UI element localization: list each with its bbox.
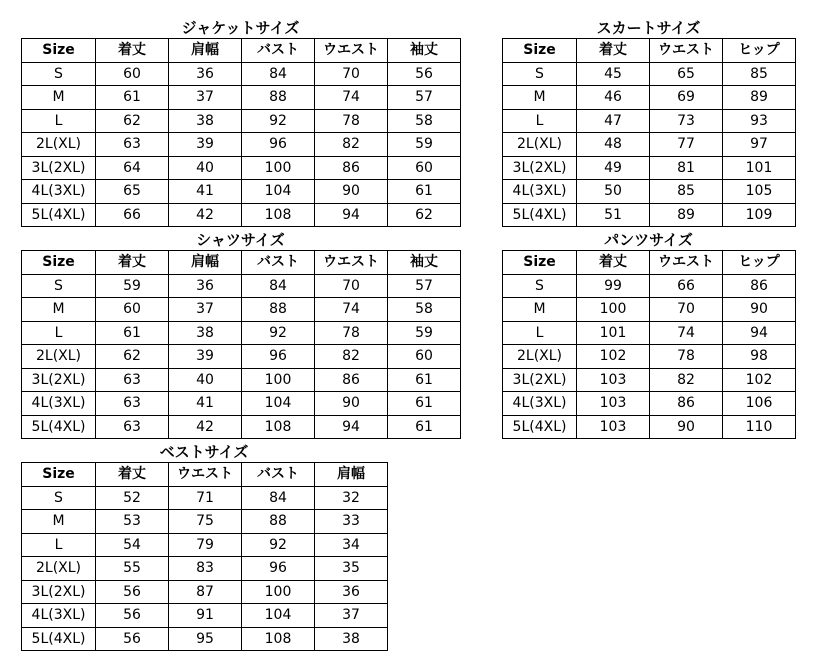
value-cell: 54 [96, 533, 169, 557]
column-header: 肩幅 [169, 251, 242, 275]
value-cell: 61 [388, 415, 461, 439]
column-header: ヒップ [723, 39, 796, 63]
vest-size-block [21, 442, 387, 651]
value-cell: 36 [169, 62, 242, 86]
value-cell: 78 [315, 109, 388, 133]
value-cell: 96 [242, 345, 315, 369]
size-cell: 4L(3XL) [22, 392, 96, 416]
column-header: ウエスト [315, 251, 388, 275]
value-cell: 39 [169, 345, 242, 369]
table-row [503, 274, 796, 298]
column-header: 着丈 [96, 251, 169, 275]
value-cell: 38 [169, 321, 242, 345]
value-cell: 59 [388, 321, 461, 345]
table-row [22, 321, 461, 345]
value-cell: 98 [723, 345, 796, 369]
column-header: 肩幅 [169, 39, 242, 63]
value-cell: 34 [315, 533, 388, 557]
vest-size-title: ベストサイズ [159, 443, 249, 461]
column-header: Size [22, 39, 96, 63]
size-cell: M [503, 86, 577, 110]
size-cell: L [22, 321, 96, 345]
column-header: Size [22, 251, 96, 275]
value-cell: 60 [96, 298, 169, 322]
size-cell: M [503, 298, 577, 322]
column-header: 着丈 [96, 39, 169, 63]
value-cell: 36 [315, 580, 388, 604]
value-cell: 37 [169, 298, 242, 322]
table-row [503, 321, 796, 345]
table-row [503, 133, 796, 157]
value-cell: 37 [169, 86, 242, 110]
column-header: 着丈 [577, 251, 650, 275]
size-cell: 5L(4XL) [22, 415, 96, 439]
value-cell: 89 [723, 86, 796, 110]
size-cell: S [22, 486, 96, 510]
value-cell: 97 [723, 133, 796, 157]
value-cell: 74 [315, 86, 388, 110]
value-cell: 42 [169, 415, 242, 439]
value-cell: 92 [242, 321, 315, 345]
value-cell: 70 [315, 62, 388, 86]
column-header: 着丈 [96, 463, 169, 487]
value-cell: 40 [169, 156, 242, 180]
value-cell: 83 [169, 557, 242, 581]
value-cell: 84 [242, 62, 315, 86]
pants-size-table [502, 250, 796, 439]
value-cell: 41 [169, 180, 242, 204]
column-header: 肩幅 [315, 463, 388, 487]
value-cell: 51 [577, 203, 650, 227]
column-header: Size [503, 39, 577, 63]
table-row [503, 345, 796, 369]
value-cell: 95 [169, 627, 242, 651]
size-cell: 5L(4XL) [22, 627, 96, 651]
value-cell: 104 [242, 392, 315, 416]
value-cell: 61 [96, 86, 169, 110]
table-header-row [503, 39, 796, 63]
value-cell: 88 [242, 298, 315, 322]
value-cell: 86 [315, 368, 388, 392]
value-cell: 86 [315, 156, 388, 180]
value-cell: 103 [577, 368, 650, 392]
value-cell: 37 [315, 604, 388, 628]
value-cell: 82 [315, 133, 388, 157]
value-cell: 90 [315, 180, 388, 204]
size-cell: 5L(4XL) [22, 203, 96, 227]
value-cell: 66 [96, 203, 169, 227]
table-row [22, 627, 388, 651]
size-cell: S [22, 274, 96, 298]
size-cell: 3L(2XL) [503, 368, 577, 392]
value-cell: 100 [242, 156, 315, 180]
jacket-size-table [21, 38, 461, 227]
value-cell: 85 [723, 62, 796, 86]
table-row [22, 109, 461, 133]
value-cell: 102 [723, 368, 796, 392]
column-header: 袖丈 [388, 251, 461, 275]
shirt-size-title: シャツサイズ [196, 231, 285, 249]
value-cell: 88 [242, 86, 315, 110]
value-cell: 69 [650, 86, 723, 110]
value-cell: 108 [242, 415, 315, 439]
value-cell: 75 [169, 510, 242, 534]
column-header: ウエスト [650, 39, 723, 63]
table-row [503, 415, 796, 439]
value-cell: 82 [650, 368, 723, 392]
value-cell: 104 [242, 180, 315, 204]
size-cell: M [22, 86, 96, 110]
table-row [22, 156, 461, 180]
value-cell: 110 [723, 415, 796, 439]
value-cell: 90 [650, 415, 723, 439]
value-cell: 93 [723, 109, 796, 133]
value-cell: 58 [388, 298, 461, 322]
table-row [22, 557, 388, 581]
value-cell: 77 [650, 133, 723, 157]
value-cell: 101 [723, 156, 796, 180]
jacket-size-title: ジャケットサイズ [181, 19, 300, 37]
column-header: 着丈 [577, 39, 650, 63]
value-cell: 57 [388, 86, 461, 110]
column-header: ヒップ [723, 251, 796, 275]
value-cell: 86 [650, 392, 723, 416]
value-cell: 108 [242, 627, 315, 651]
value-cell: 82 [315, 345, 388, 369]
size-cell: L [22, 533, 96, 557]
shirt-size-table [21, 250, 461, 439]
size-cell: 2L(XL) [22, 345, 96, 369]
value-cell: 94 [315, 415, 388, 439]
value-cell: 55 [96, 557, 169, 581]
table-row [503, 298, 796, 322]
table-header-row [22, 463, 388, 487]
value-cell: 87 [169, 580, 242, 604]
value-cell: 92 [242, 109, 315, 133]
size-cell: S [503, 274, 577, 298]
size-cell: 2L(XL) [22, 557, 96, 581]
value-cell: 36 [169, 274, 242, 298]
column-header: 袖丈 [388, 39, 461, 63]
value-cell: 96 [242, 557, 315, 581]
table-header-row [503, 251, 796, 275]
value-cell: 59 [96, 274, 169, 298]
value-cell: 39 [169, 133, 242, 157]
value-cell: 70 [650, 298, 723, 322]
vest-size-table [21, 462, 388, 651]
value-cell: 63 [96, 415, 169, 439]
column-header: バスト [242, 463, 315, 487]
skirt-size-block [502, 18, 795, 227]
value-cell: 38 [169, 109, 242, 133]
skirt-size-title: スカートサイズ [596, 19, 701, 37]
value-cell: 78 [315, 321, 388, 345]
shirt-size-block [21, 230, 460, 439]
value-cell: 62 [388, 203, 461, 227]
value-cell: 94 [723, 321, 796, 345]
size-cell: 2L(XL) [22, 133, 96, 157]
value-cell: 59 [388, 133, 461, 157]
table-row [503, 109, 796, 133]
value-cell: 101 [577, 321, 650, 345]
column-header: ウエスト [169, 463, 242, 487]
value-cell: 56 [96, 604, 169, 628]
value-cell: 91 [169, 604, 242, 628]
value-cell: 89 [650, 203, 723, 227]
value-cell: 71 [169, 486, 242, 510]
column-header: Size [503, 251, 577, 275]
table-row [22, 368, 461, 392]
size-cell: M [22, 298, 96, 322]
value-cell: 70 [315, 274, 388, 298]
value-cell: 100 [242, 368, 315, 392]
table-row [22, 415, 461, 439]
table-row [22, 533, 388, 557]
value-cell: 99 [577, 274, 650, 298]
table-row [22, 486, 388, 510]
value-cell: 109 [723, 203, 796, 227]
value-cell: 62 [96, 345, 169, 369]
table-row [503, 86, 796, 110]
value-cell: 103 [577, 415, 650, 439]
skirt-size-table [502, 38, 796, 227]
pants-size-block [502, 230, 795, 439]
value-cell: 46 [577, 86, 650, 110]
value-cell: 79 [169, 533, 242, 557]
value-cell: 100 [242, 580, 315, 604]
size-cell: 3L(2XL) [22, 156, 96, 180]
value-cell: 32 [315, 486, 388, 510]
value-cell: 35 [315, 557, 388, 581]
value-cell: 45 [577, 62, 650, 86]
pants-size-title: パンツサイズ [604, 231, 693, 249]
table-row [22, 392, 461, 416]
table-row [22, 345, 461, 369]
value-cell: 73 [650, 109, 723, 133]
size-cell: L [22, 109, 96, 133]
table-row [22, 62, 461, 86]
value-cell: 104 [242, 604, 315, 628]
table-row [503, 180, 796, 204]
column-header: バスト [242, 251, 315, 275]
size-cell: 4L(3XL) [503, 392, 577, 416]
table-row [22, 86, 461, 110]
value-cell: 103 [577, 392, 650, 416]
table-row [22, 133, 461, 157]
size-cell: 5L(4XL) [503, 203, 577, 227]
value-cell: 38 [315, 627, 388, 651]
table-row [22, 510, 388, 534]
column-header: ウエスト [650, 251, 723, 275]
value-cell: 84 [242, 274, 315, 298]
size-cell: 2L(XL) [503, 133, 577, 157]
value-cell: 61 [96, 321, 169, 345]
value-cell: 57 [388, 274, 461, 298]
value-cell: 60 [388, 156, 461, 180]
value-cell: 65 [96, 180, 169, 204]
value-cell: 74 [315, 298, 388, 322]
jacket-size-block [21, 18, 460, 227]
value-cell: 53 [96, 510, 169, 534]
value-cell: 90 [315, 392, 388, 416]
value-cell: 78 [650, 345, 723, 369]
value-cell: 74 [650, 321, 723, 345]
column-header: バスト [242, 39, 315, 63]
value-cell: 61 [388, 368, 461, 392]
value-cell: 61 [388, 392, 461, 416]
table-row [22, 604, 388, 628]
size-cell: 3L(2XL) [22, 368, 96, 392]
size-cell: S [22, 62, 96, 86]
value-cell: 49 [577, 156, 650, 180]
table-row [22, 298, 461, 322]
value-cell: 41 [169, 392, 242, 416]
value-cell: 52 [96, 486, 169, 510]
value-cell: 106 [723, 392, 796, 416]
value-cell: 47 [577, 109, 650, 133]
table-row [503, 368, 796, 392]
value-cell: 56 [96, 627, 169, 651]
table-row [22, 580, 388, 604]
value-cell: 60 [388, 345, 461, 369]
value-cell: 86 [723, 274, 796, 298]
value-cell: 88 [242, 510, 315, 534]
value-cell: 62 [96, 109, 169, 133]
value-cell: 92 [242, 533, 315, 557]
value-cell: 94 [315, 203, 388, 227]
table-row [22, 180, 461, 204]
table-header-row [22, 251, 461, 275]
value-cell: 61 [388, 180, 461, 204]
value-cell: 102 [577, 345, 650, 369]
value-cell: 58 [388, 109, 461, 133]
value-cell: 33 [315, 510, 388, 534]
value-cell: 60 [96, 62, 169, 86]
value-cell: 66 [650, 274, 723, 298]
value-cell: 84 [242, 486, 315, 510]
size-cell: 4L(3XL) [22, 604, 96, 628]
value-cell: 56 [388, 62, 461, 86]
value-cell: 81 [650, 156, 723, 180]
size-cell: M [22, 510, 96, 534]
value-cell: 40 [169, 368, 242, 392]
value-cell: 42 [169, 203, 242, 227]
value-cell: 56 [96, 580, 169, 604]
table-row [503, 62, 796, 86]
table-row [503, 203, 796, 227]
size-cell: 4L(3XL) [22, 180, 96, 204]
value-cell: 90 [723, 298, 796, 322]
value-cell: 50 [577, 180, 650, 204]
value-cell: 63 [96, 133, 169, 157]
value-cell: 64 [96, 156, 169, 180]
value-cell: 108 [242, 203, 315, 227]
value-cell: 63 [96, 392, 169, 416]
table-row [503, 392, 796, 416]
value-cell: 105 [723, 180, 796, 204]
value-cell: 96 [242, 133, 315, 157]
value-cell: 63 [96, 368, 169, 392]
size-cell: 3L(2XL) [503, 156, 577, 180]
size-cell: 3L(2XL) [22, 580, 96, 604]
size-cell: 2L(XL) [503, 345, 577, 369]
size-cell: S [503, 62, 577, 86]
value-cell: 48 [577, 133, 650, 157]
size-cell: L [503, 109, 577, 133]
table-row [22, 274, 461, 298]
value-cell: 100 [577, 298, 650, 322]
column-header: Size [22, 463, 96, 487]
table-row [22, 203, 461, 227]
table-row [503, 156, 796, 180]
table-header-row [22, 39, 461, 63]
value-cell: 65 [650, 62, 723, 86]
size-cell: 4L(3XL) [503, 180, 577, 204]
column-header: ウエスト [315, 39, 388, 63]
size-cell: L [503, 321, 577, 345]
value-cell: 85 [650, 180, 723, 204]
size-cell: 5L(4XL) [503, 415, 577, 439]
